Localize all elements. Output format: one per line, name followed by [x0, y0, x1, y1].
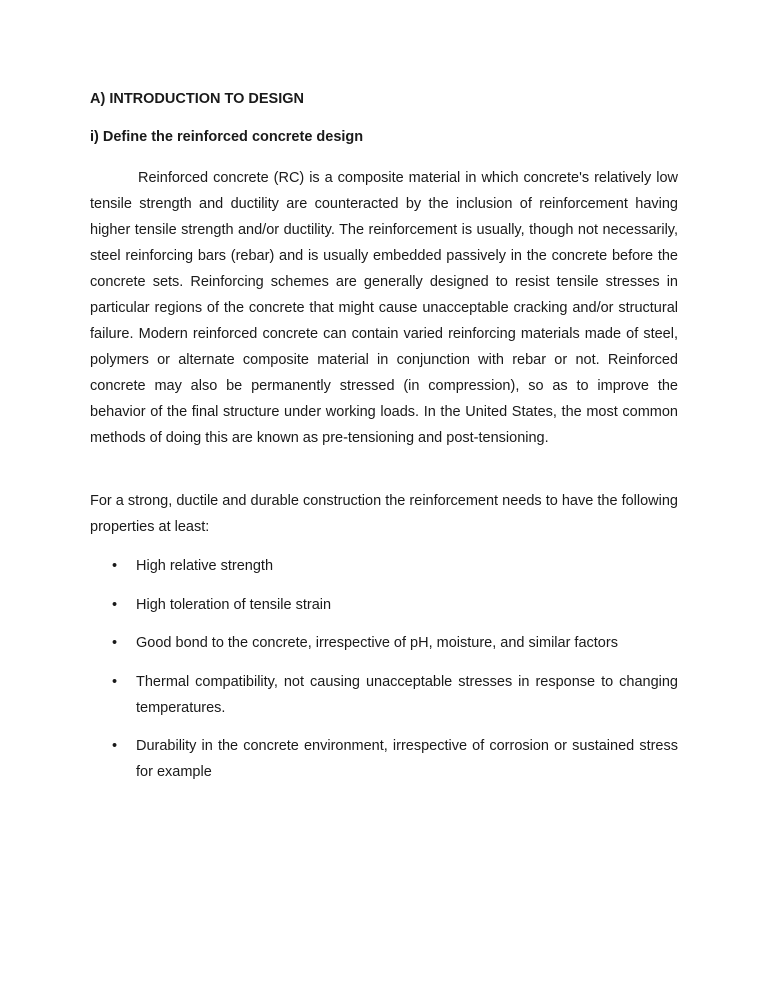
bullet-icon: • — [112, 635, 118, 651]
paragraph-properties-intro: For a strong, ductile and durable construction the reinforcement needs to have the following properties at least: — [90, 493, 678, 535]
bullet-icon: • — [112, 674, 118, 690]
section-subheading: i) Define the reinforced concrete design — [90, 129, 364, 145]
list-item-text: High relative strength — [136, 558, 274, 574]
list-item-text: High toleration of tensile strain — [136, 597, 332, 613]
bullet-icon: • — [112, 597, 118, 613]
bullet-icon: • — [112, 558, 118, 574]
list-item-text: Good bond to the concrete, irrespective of pH, moisture, and similar factors — [136, 635, 618, 651]
section-heading: A) INTRODUCTION TO DESIGN — [90, 91, 305, 107]
list-item-text: Durability in the concrete environment, irrespective of corrosion or sustained stress for example — [136, 738, 678, 780]
list-item-text: Thermal compatibility, not causing unacceptable stresses in response to changing temperatures. — [136, 674, 678, 716]
paragraph-definition: Reinforced concrete (RC) is a composite material in which concrete's relatively low tensile strength and ductility are counteracted by the inclusion of reinforcement having higher tensile strength and/or ductility. The reinforcement is usually, though not necessarily, steel reinforcing bars (rebar) and is usually embedded passively in the concrete before the concrete sets. Reinforcing schemes are generally designed to resist tensile stresses in particular regions of the concrete that might cause unacceptable cracking and/or structural failure. Modern reinforced concrete can contain varied reinforcing materials made of steel, polymers or alternate composite material in conjunction with rebar or not. Reinforced concrete may also be permanently stressed (in compression), so as to improve the behavior of the final structure under working loads. In the United States, the most common methods of doing this are known as pre-tensioning and post-tensioning. — [90, 170, 678, 446]
bullet-icon: • — [112, 738, 118, 754]
